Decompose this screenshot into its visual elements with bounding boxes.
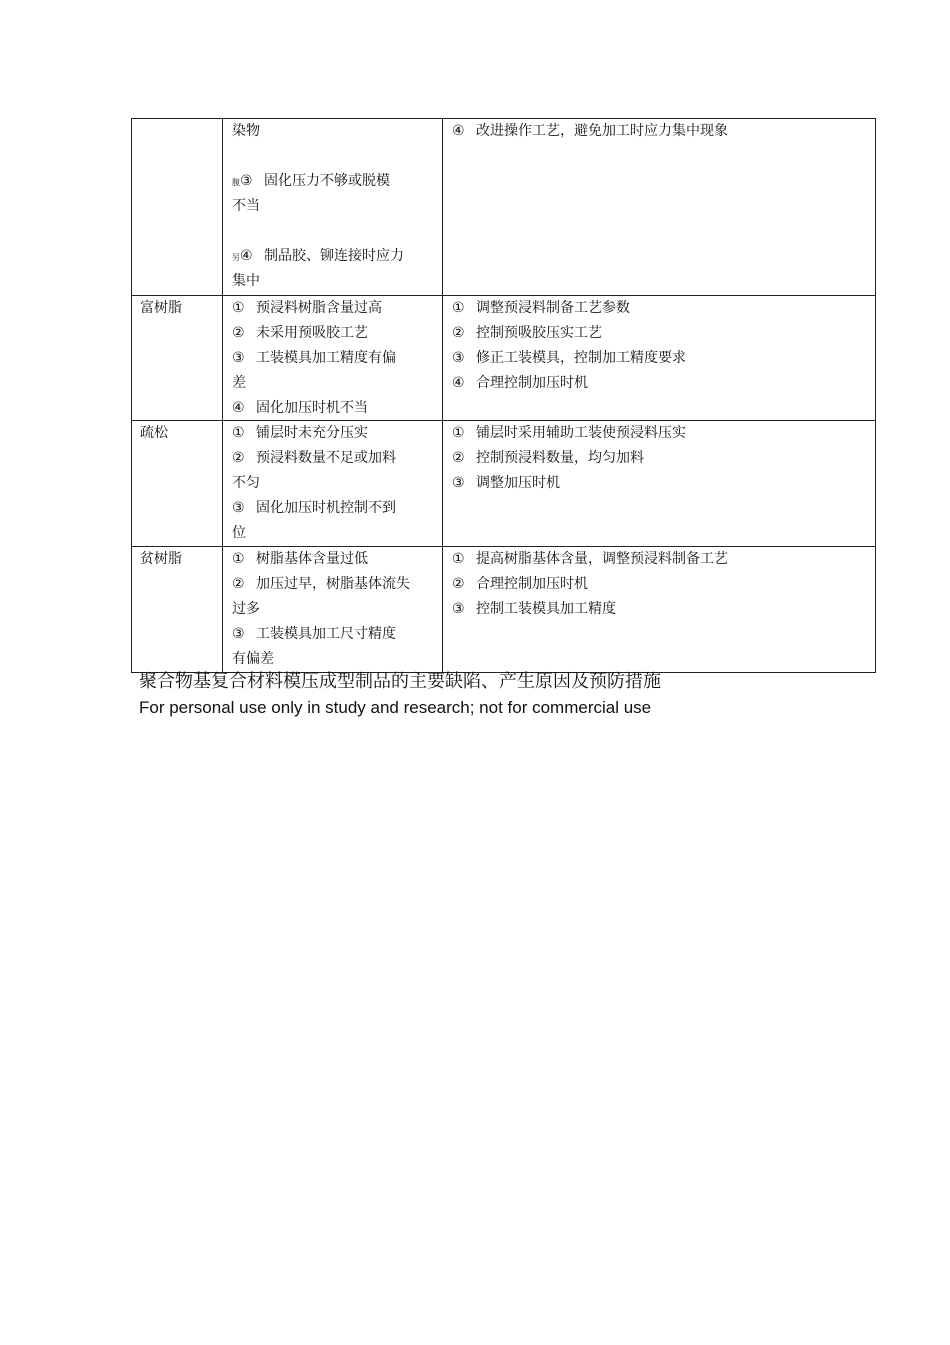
stray-mark: 另 [232, 253, 240, 262]
measure-line [452, 321, 869, 346]
measure-line [452, 471, 869, 496]
item-number: ① [232, 425, 245, 441]
measure-cell [443, 119, 875, 295]
item-number: ③ [232, 350, 245, 366]
defect-name: 富树脂 [140, 300, 182, 316]
defect-cell [132, 547, 223, 672]
table-caption: 聚合物基复合材料模压成型制品的主要缺陷、产生原因及预防措施 [139, 671, 661, 692]
cause-line [232, 471, 436, 496]
cause-line: 集中 [232, 273, 260, 289]
cause-cell [223, 119, 443, 295]
measure-text: 修正工装模具，控制加工精度要求 [476, 350, 686, 366]
cause-text: 有偏差 [232, 651, 274, 667]
cause-line [232, 296, 436, 321]
item-number: ① [232, 551, 245, 567]
cause-text: 铺层时未充分压实 [256, 425, 368, 441]
measure-cell [443, 421, 875, 546]
defect-cell [132, 119, 223, 295]
measure-line [452, 572, 869, 597]
table-row [131, 296, 876, 421]
defect-name: 疏松 [140, 425, 168, 441]
cause-line [232, 547, 436, 572]
cause-line [232, 346, 436, 371]
measure-text: 铺层时采用辅助工装使预浸料压实 [476, 425, 686, 441]
measure-text: 合理控制加压时机 [476, 576, 588, 592]
item-number: ③ [232, 626, 245, 642]
measure-cell [443, 547, 875, 672]
item-number: ① [452, 551, 465, 567]
cause-text: 不匀 [232, 475, 260, 491]
measure-line [452, 597, 869, 622]
cause-line [232, 496, 436, 521]
cause-text: 加压过早，树脂基体流失 [256, 576, 410, 592]
measure-line [452, 421, 869, 446]
cause-text: 未采用预吸胶工艺 [256, 325, 368, 341]
measure-line [452, 346, 869, 371]
cause-line [232, 521, 436, 546]
cause-cell [223, 547, 443, 672]
item-number: ④ [452, 375, 465, 391]
item-number: ② [452, 576, 465, 592]
cause-line [232, 169, 436, 194]
item-number: ① [452, 300, 465, 316]
cause-text: 工装模具加工精度有偏 [256, 350, 396, 366]
stray-mark: 腹 [232, 178, 240, 187]
cause-line [232, 396, 436, 421]
measure-line [452, 371, 869, 396]
item-number: ① [232, 300, 245, 316]
item-number: ③ [232, 500, 245, 516]
cause-line [232, 244, 436, 269]
usage-note: For personal use only in study and research; not for commercial use [139, 698, 652, 717]
measure-cell [443, 296, 875, 420]
cause-text: 过多 [232, 601, 260, 617]
cause-cell [223, 421, 443, 546]
cause-text: 工装模具加工尺寸精度 [256, 626, 396, 642]
cause-line [232, 446, 436, 471]
cause-line [232, 321, 436, 346]
item-number: ③ [452, 350, 465, 366]
item-number: ② [232, 576, 245, 592]
cause-line: 不当 [232, 198, 260, 214]
table-row [131, 118, 876, 296]
cause-text: 树脂基体含量过低 [256, 551, 368, 567]
item-number: ③ [452, 475, 465, 491]
item-number: ① [452, 425, 465, 441]
measure-line [452, 119, 869, 144]
defect-cell [132, 296, 223, 420]
item-number: ② [232, 325, 245, 341]
item-number: ④ [232, 400, 245, 416]
item-number: ④ [452, 123, 465, 139]
measure-text: 控制工装模具加工精度 [476, 601, 616, 617]
item-number: ② [452, 450, 465, 466]
cause-text: 固化加压时机控制不到 [256, 500, 396, 516]
defect-name [140, 119, 222, 144]
cause-text: 差 [232, 375, 246, 391]
measure-text: 控制预浸料数量，均匀加料 [476, 450, 644, 466]
item-number: ④ [240, 248, 253, 264]
cause-text: 预浸料数量不足或加料 [256, 450, 396, 466]
item-number: ② [232, 450, 245, 466]
measure-text: 调整加压时机 [476, 475, 560, 491]
cause-text: 固化压力不够或脱模 [264, 173, 390, 189]
cause-text: 位 [232, 525, 246, 541]
cause-text: 固化加压时机不当 [256, 400, 368, 416]
cause-cell [223, 296, 443, 420]
measure-line [452, 547, 869, 572]
cause-line [232, 572, 436, 597]
defect-cell [132, 421, 223, 546]
defects-table [131, 118, 876, 673]
measure-line [452, 446, 869, 471]
cause-line [232, 421, 436, 446]
defect-name: 贫树脂 [140, 551, 182, 567]
measure-text: 调整预浸料制备工艺参数 [476, 300, 630, 316]
cause-text: 预浸料树脂含量过高 [256, 300, 382, 316]
measure-text: 合理控制加压时机 [476, 375, 588, 391]
measure-text: 改进操作工艺，避免加工时应力集中现象 [476, 123, 728, 139]
table-row [131, 547, 876, 673]
item-number: ② [452, 325, 465, 341]
measure-line [452, 296, 869, 321]
cause-line [232, 597, 436, 622]
item-number: ③ [452, 601, 465, 617]
item-number: ③ [240, 173, 253, 189]
cause-line [232, 622, 436, 647]
cause-text: 制品胶、铆连接时应力 [264, 248, 404, 264]
measure-text: 控制预吸胶压实工艺 [476, 325, 602, 341]
table-row [131, 421, 876, 547]
measure-text: 提高树脂基体含量，调整预浸料制备工艺 [476, 551, 728, 567]
cause-line [232, 647, 436, 672]
cause-line [232, 371, 436, 396]
cause-line: 染物 [232, 123, 260, 139]
